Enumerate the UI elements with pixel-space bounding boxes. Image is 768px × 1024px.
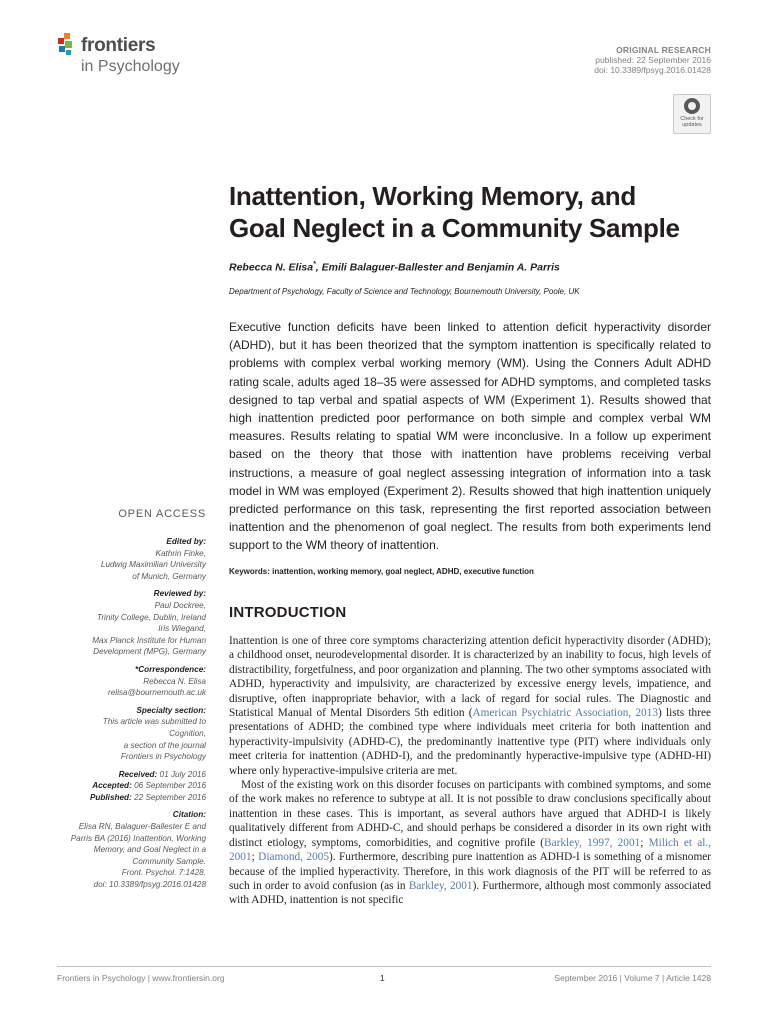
author-elisa[interactable]: Rebecca N. Elisa [229,261,314,274]
citation-link[interactable]: American Psychiatric Association, 2013 [472,707,659,720]
title-line-1: Inattention, Working Memory, and [229,181,636,211]
citation-doi[interactable]: doi: 10.3389/fpsyg.2016.01428 [93,880,206,890]
frontiers-logo-icon [56,33,78,59]
open-access-label: OPEN ACCESS [118,508,206,520]
logo-square-red [58,38,64,44]
check-for-updates-badge[interactable] [673,94,711,134]
footer-journal[interactable]: Frontiers in Psychology | www.frontiersin.org [57,973,225,983]
article-doi[interactable]: doi: 10.3389/fpsyg.2016.01428 [594,65,711,75]
logo-square-green [65,41,72,48]
citation: Citation: Elisa RN, Balaguer-Ballester E and Parris BA (2016) Inattention, Working Memory, and Goal Neglect in a Community Sample. Front. Psychol. 7:1428. doi: 10.3389/fpsyg.2016.01428 [56,809,206,890]
journal-logo-subtext: in Psychology [81,58,180,75]
paragraph-1: Inattention is one of three core symptoms characterizing attention deficit hyperactivity disorder (ADHD); a childhood onset, neurodevelopmental disorder. It is characterized by an inability to focus, high levels of distractibility, forgetfulness, and poor organization and planning. The two other symptoms associated with ADHD, hyperactivity and impulsivity, are characterized by excessive energy levels, impatience, and disruptive, often inappropriate behavior, with a lack of regard for social rules. The Diagnostic and Statistical Manual of Mental Disorders 5th edition (American Psychiatric Association, 2013) lists three presentations of ADHD; the combined type where individuals meet criteria for both inattention and hyperactivity-impulsivity (ADHD-C), the predominantly inattentive type (PIT) where individuals only meet criteria for inattention (ADHD-I), and the predominantly hyperactive-impulsive type (ADHD-HI) where only hyperactive-impulsive criteria are met. [229,635,711,777]
citation-link[interactable]: Barkley, 2001 [408,879,473,892]
footer-issue: September 2016 | Volume 7 | Article 1428 [554,973,711,983]
footer-divider [57,966,711,967]
crossmark-icon [684,98,700,114]
keywords [229,567,534,576]
title-line-2: Goal Neglect in a Community Sample [229,213,680,243]
correspondence: *Correspondence: Rebecca N. Elisa relisa@bournemouth.ac.uk [56,664,206,699]
article-dates: Received: 01 July 2016 Accepted: 06 September 2016 Published: 22 September 2016 [89,769,206,802]
body-text [229,634,711,908]
article-title [229,180,729,244]
published-date: published: 22 September 2016 [595,55,711,65]
article-info-sidebar [56,536,206,897]
affiliation: Department of Psychology, Faculty of Science and Technology, Bournemouth University, Poole, UK [229,287,580,296]
keywords-text: inattention, working memory, goal neglect, ADHD, executive function [269,567,534,576]
corresponding-mark: * [313,261,316,268]
citation-link[interactable]: Diamond, 2005 [258,851,330,864]
paragraph-2: Most of the existing work on this disorder focuses on participants with combined symptoms, and some of the work makes no reference to subtype at all. It is not possible to draw conclusions specifically about inattention in these cases. This is important, as several authors have argued that ADHD-I is likely qualitatively different from ADHD-C, and should perhaps be considered a disorder in its own right with distinct etiology, symptoms, comorbidities, and cognitive profile (Barkley, 1997, 2001; Milich et al., 2001; Diamond, 2005). Furthermore, describing pure inattention as ADHD-I is something of a misnomer because of the implied hyperactivity. Therefore, in this work diagnosis of the PIT will be referred to as such in order to avoid confusion (as in Barkley, 2001). Furthermore, although most commonly associated with ADHD, inattention is not specific [229,779,712,907]
check-updates-label: Check for updates [680,116,704,128]
keywords-label: Keywords: [229,567,270,576]
reviewed-by: Reviewed by: Paul Dockree, Trinity College, Dublin, Ireland Iris Wiegand, Max Planck Institute for Human Development (MPG), Germany [92,589,206,657]
section-heading-introduction: INTRODUCTION [229,604,347,621]
logo-square-cyan [66,50,71,55]
logo-square-orange [64,33,70,39]
author-list [229,261,560,274]
abstract: Executive function deficits have been linked to attention deficit hyperactivity disorder (ADHD), but it has been theorized that the symptom inattention is specifically related to problems with complex verbal working memory (WM). Using the Conners Adult ADHD rating scale, adults aged 18–35 were assessed for ADHD symptoms, and completed tasks designed to tap verbal and spatial aspects of WM (Experiment 1). Results showed that high inattention predicted poor performance on both simple and complex verbal WM measures. Results relating to spatial WM were inconclusive. In a follow up experiment based on the theory that those with inattention have problems receiving verbal instructions, a measure of goal neglect assessing integration of information into a task model in WM was employed (Experiment 2). Results showed that high inattention uniquely predicted performance on this task, representing the first reported association between inattention and the phenomenon of goal neglect. The results from both experiments lend support to the WM theory of inattention. [229,320,711,553]
article-meta-header [594,45,711,75]
article-type: ORIGINAL RESEARCH [616,45,711,55]
edited-by: Edited by: Kathrin Finke, Ludwig Maximilian University of Munich, Germany [100,537,206,581]
citation-link[interactable]: Milich et al., 2001 [229,836,712,864]
logo-square-blue [59,46,65,52]
co-authors: , Emili Balaguer-Ballester and Benjamin A. Parris [315,261,560,274]
specialty-section: Specialty section: This article was submitted to Cognition, a section of the journal Frontiers in Psychology [102,705,206,762]
page-number: 1 [380,973,385,983]
correspondence-email[interactable]: relisa@bournemouth.ac.uk [108,688,206,698]
citation-link[interactable]: Barkley, 1997, 2001 [544,836,641,849]
journal-logo-text: frontiers [81,35,156,56]
